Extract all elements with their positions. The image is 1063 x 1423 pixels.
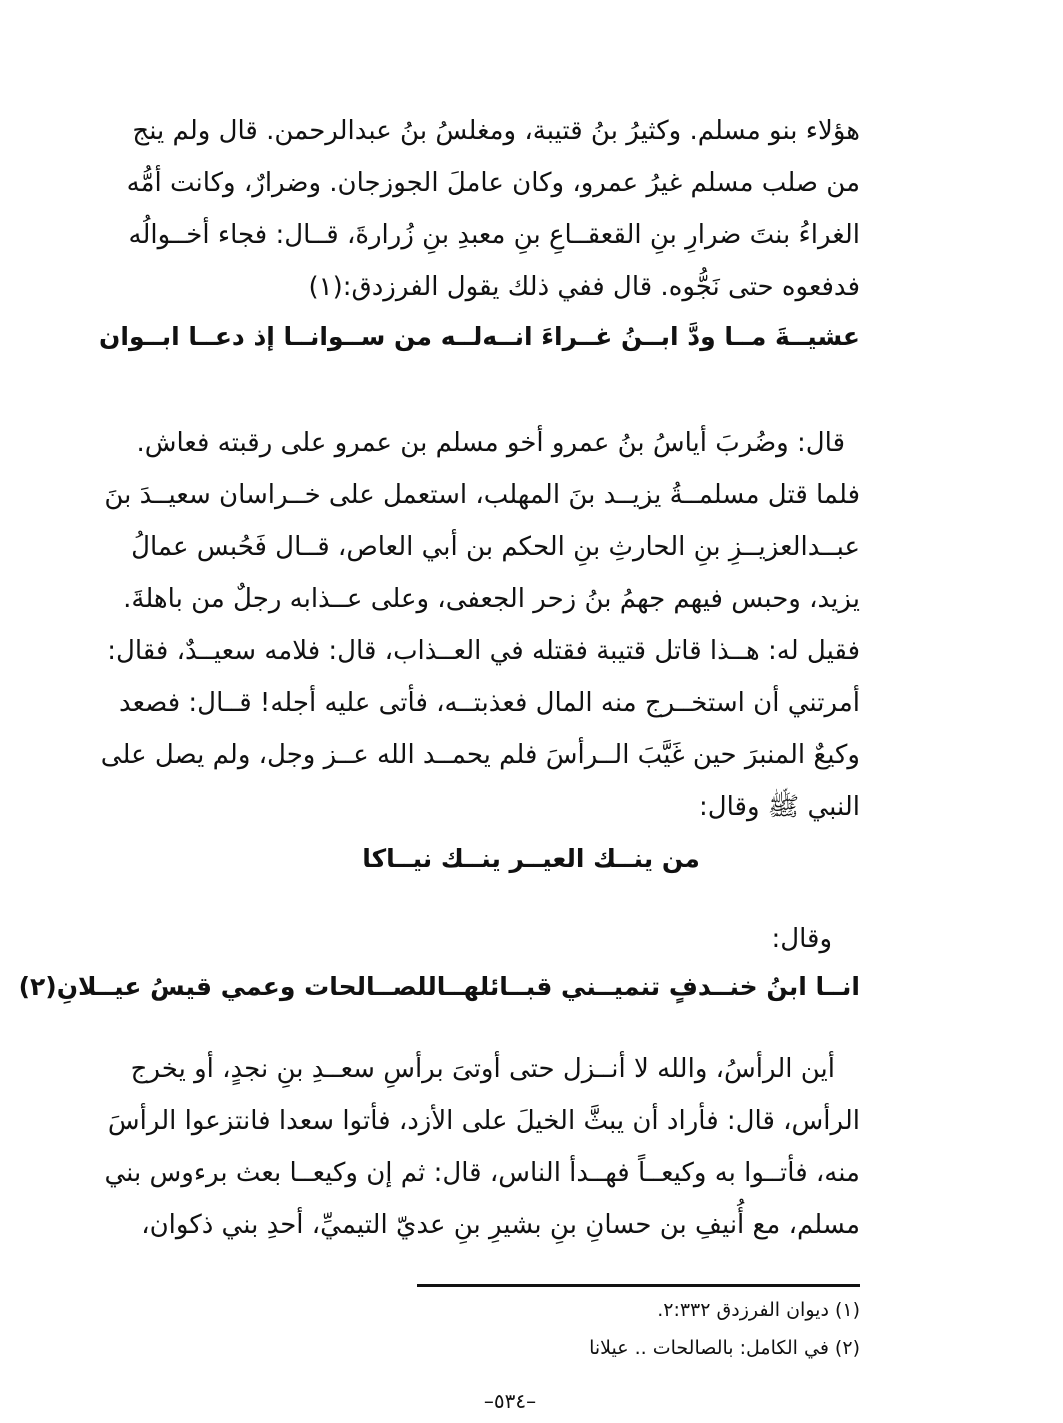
text-line: وقال:: [771, 924, 832, 954]
text-line: هؤلاء بنو مسلم. وكثيرُ بنُ قتيبة، ومغلسُ بنُ عبدالرحمن. قال ولم ينج: [132, 116, 860, 146]
footnote-divider: [417, 1284, 860, 1287]
poem-verse: [18, 964, 860, 1010]
text-line: عبــدالعزيــزِ بنِ الحارثِ بنِ الحكم بن أبي العاص، قــال فَحُبس عمالُ: [131, 532, 860, 562]
verse-first-hemistich: عشيــةَ مــا ودَّ ابــنُ غــراءَ انــه: [482, 322, 860, 351]
text-line: من صلب مسلم غيرُ عمرو، وكان عاملَ الجوزجان. وضرارٌ، وكانت أمُّه: [126, 168, 860, 198]
page-number: –٥٣٤–: [483, 1389, 537, 1413]
text-line: أمرتني أن استخــرج منه المال فعذبتــه، فأتى عليه أجله! قــال: فصعد: [118, 688, 860, 718]
footnote: (٢) في الكامل: بالصالحات .. عيلانا: [589, 1337, 860, 1359]
text-line: يزيد، وحبس فيهم جهمُ بنُ زحر الجعفى، وعلى عــذابه رجلٌ من باهلةَ.: [123, 584, 860, 614]
footnote: (١) ديوان الفرزدق ٢:٣٣٢.: [657, 1299, 860, 1321]
poem-verse: من ينــك العيــر ينــك نيــاكا: [362, 844, 700, 873]
text-line: فلما قتل مسلمــةُ يزيــد بنَ المهلب، استعمل على خــراسان سعيــدَ بنَ: [104, 480, 860, 510]
text-line: مسلم، مع أُنيفِ بن حسانِ بنِ بشيرِ بنِ عديّ التيميِّ، أحدِ بني ذكوان،: [141, 1210, 860, 1240]
text-line: فقيل له: هــذا قاتل قتيبة فقتله في العــذاب، قال: فلامه سعيــدٌ، فقال:: [107, 636, 860, 666]
text-line: وكيعٌ المنبرَ حين غَيَّبَ الــرأسَ فلم يحمــد الله عــز وجل، ولم يصل على: [100, 740, 860, 770]
text-line: قال: وضُربَ أياسُ بنُ عمرو أخو مسلم بن عمرو على رقبته فعاش.: [136, 428, 845, 458]
poem-verse: [99, 314, 860, 360]
verse-second-hemistich: للصــالحات وعمي قيسُ عيــلانِ(٢): [18, 972, 437, 1001]
verse-first-hemistich: انــا ابنُ خنــدفٍ تنميــني قبــائلهــا: [436, 972, 860, 1001]
text-line: الرأس، قال: فأراد أن يبثَّ الخيلَ على الأزد، فأتوا سعدا فانتزعوا الرأسَ: [107, 1106, 860, 1136]
verse-second-hemistich: لــه من ســوانــا إذ دعــا ابــوان: [99, 322, 483, 351]
text-line: منه، فأتــوا به وكيعــاً فهــدأ الناس، قال: ثم إن وكيعــا بعث برءوس بني: [104, 1158, 860, 1188]
text-line: أين الرأسُ، والله لا أنــزل حتى أوتىَ برأسِ سعــدِ بنِ نجدٍ، أو يخرج: [130, 1054, 835, 1084]
text-line: فدفعوه حتى نَجُّوه. قال ففي ذلك يقول الفرزدق:(١): [308, 272, 860, 302]
text-line: الغراءُ بنتَ ضرارِ بنِ القعقــاعِ بنِ معبدِ بنِ زُرارةَ، قــال: فجاء أخــوالُه: [128, 220, 860, 250]
text-line: النبي ﷺ وقال:: [698, 792, 860, 822]
